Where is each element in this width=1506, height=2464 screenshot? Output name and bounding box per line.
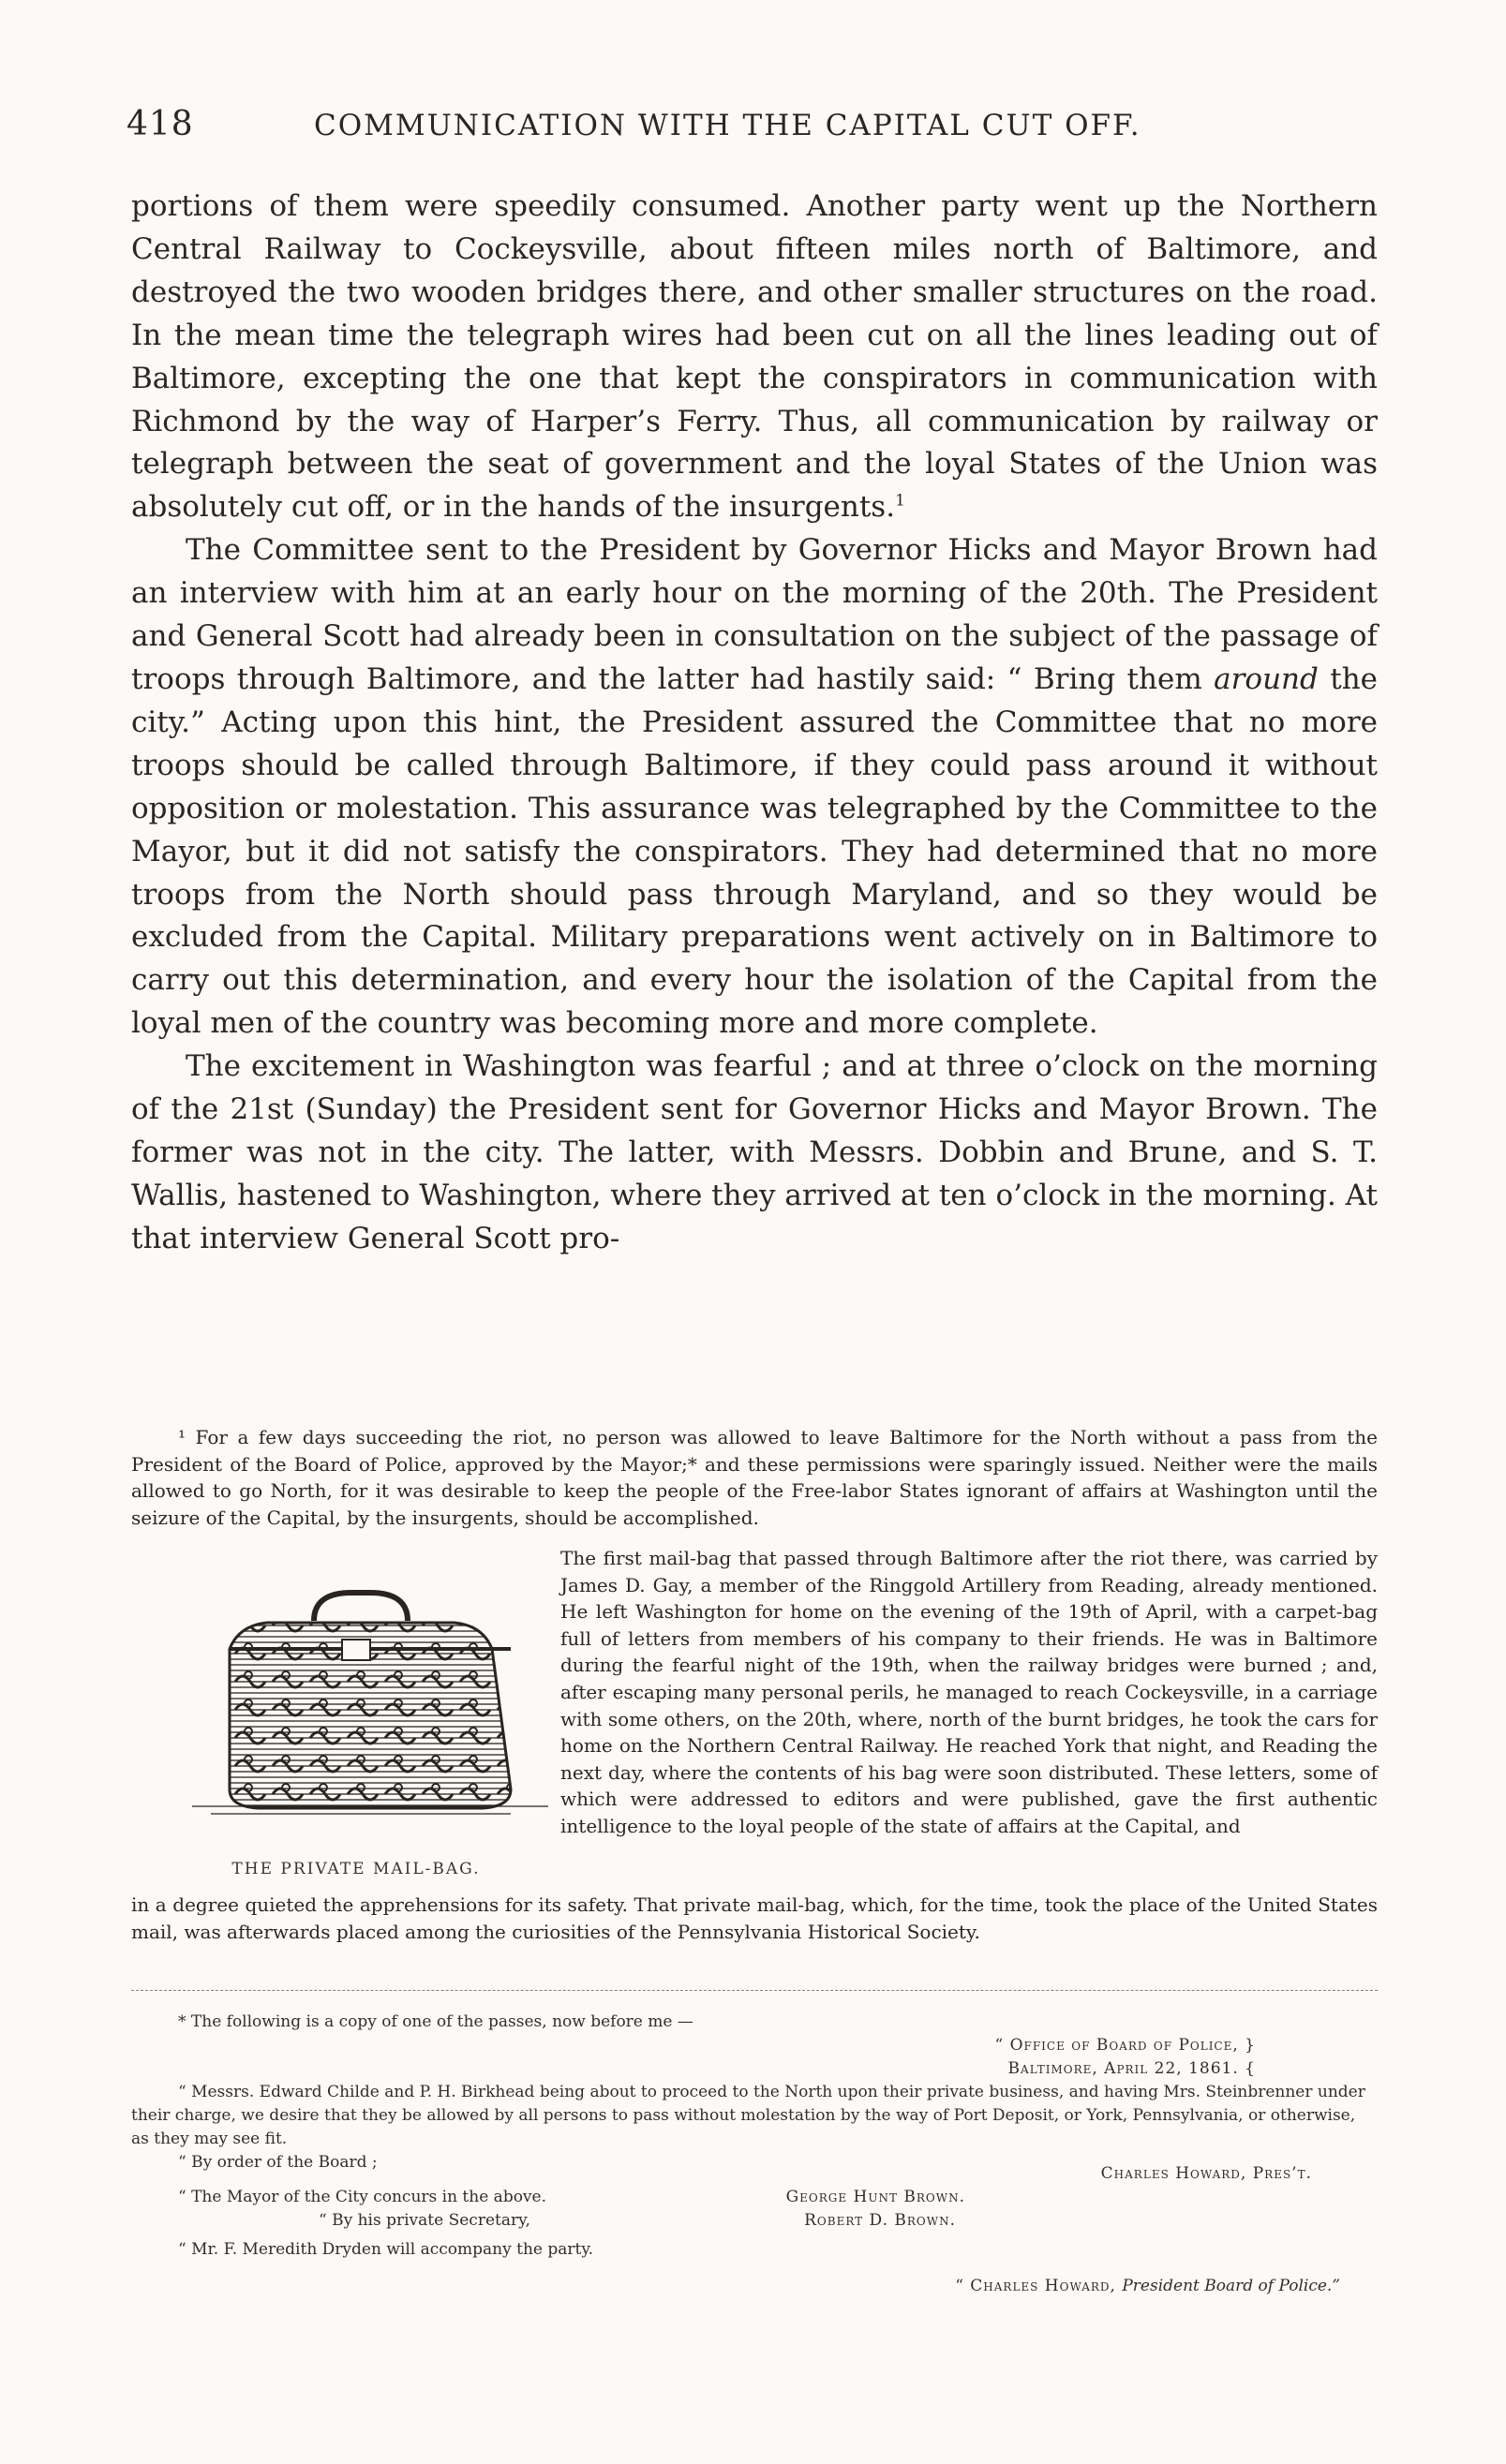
pass-mayor: “ The Mayor of the City concurs in the above. (178, 2188, 547, 2206)
pass-footnote (131, 2011, 1378, 2298)
footnote-divider (131, 1990, 1378, 1992)
footnote-wrap-text: The first mail-bag that passed through Baltimore after the riot there, was carried by James D. Gay, a member of the Ringgold Artillery from Reading, already mentioned. He left Washington for home on the evening of the 19th of April, with a carpet-bag full of letters from members of his company to their friends. He was in Baltimore during the fearful night of the 19th, when the railway bridges were burned ; and, after escaping many personal perils, he managed to reach Cockeysville, in a carriage with some others, on the 20th, where, north of the burnt bridges, he took the cars for home on the Northern Central Railway. He reached York that night, and Reading the next day, where the contents of his bag were soon distributed. These letters, some of which were addressed to editors and were published, gave the first authentic intelligence to the loyal people of the state of affairs at the Capital, and (560, 1547, 1378, 1837)
signature-robert-brown: Robert D. Brown. (804, 2211, 956, 2230)
pass-order-row (131, 2151, 1378, 2186)
pass-closing: “ Charles Howard, President Board of Police.” (955, 2277, 1340, 2295)
mail-bag-illustration (192, 1583, 548, 1827)
pass-dryden: “ Mr. F. Meredith Dryden will accompany the party. (178, 2240, 594, 2259)
paragraph-3: The excitement in Washington was fearful ; and at three o’clock on the morning of the 21st (Sunday) the President sent for Governor Hicks and Mayor Brown. The former was not in the city. The latter, with Messrs. Dobbin and Brune, and S. T. Wallis, hastened to Washington, where they arrived at ten o’clock in the morning. At that interview General Scott pro- (131, 1049, 1378, 1255)
emphasis-around: around (1214, 661, 1319, 696)
main-text (131, 186, 1378, 1261)
pass-office-line-1: “ Office of Board of Police, } (994, 2036, 1256, 2055)
pass-mayor-row (131, 2186, 1378, 2209)
signature-george-brown: George Hunt Brown. (785, 2188, 965, 2206)
footnote-marker: ¹ (178, 1426, 186, 1448)
pass-order: “ By order of the Board ; (178, 2153, 378, 2172)
paragraph-2: The Committee sent to the President by Governor Hicks and Mayor Brown had an interview with him at an early hour on the morning of the 20th. The President and General Scott had already been in consultation on the subject of the passage of troops through Baltimore, and the latter had hastily said: “ Bring them around the city.” Acting upon this hint, the President assured the Committee that no more troops should be called through Baltimore, if they could pass around it without opposition or molestation. This assurance was telegraphed by the Committee to the Mayor, but it did not satisfy the conspirators. They had determined that no more troops from the North should pass through Maryland, and so they would be excluded from the Capital. Military preparations went actively on in Baltimore to carry out this determination, and every hour the isolation of the Capital from the loyal men of the country was becoming more and more complete. (131, 533, 1379, 1041)
illustration-caption: THE PRIVATE MAIL-BAG. (231, 1860, 481, 1878)
mail-bag-icon (192, 1583, 548, 1827)
page-number: 418 (127, 105, 194, 143)
footnote-opening: ¹ For a few days succeeding the riot, no person was allowed to leave Baltimore for the North without a pass from the President of the Board of Police, approved by the Mayor;* and these permissions were sparingly issued. Neither were the mails allowed to go North, for it was desirable to keep the people of the Free-labor States ignorant of affairs at Washington until the seizure of the Capital, by the insurgents, should be accomplished. (131, 1426, 1378, 1529)
pass-secretary-row (131, 2209, 1378, 2233)
footnote (131, 1424, 1378, 1531)
pass-secretary: “ By his private Secretary, (319, 2211, 530, 2230)
footnote-reference[interactable]: 1 (895, 492, 905, 512)
pass-office-line-2: Baltimore, April 22, 1861. { (1007, 2059, 1256, 2078)
page-header (127, 105, 1382, 152)
running-head: COMMUNICATION WITH THE CAPITAL CUT OFF. (314, 109, 1141, 142)
paragraph-1: portions of them were speedily consumed. Another party went up the Northern Central Railway to Cockeysville, about fifteen miles north of Baltimore, and destroyed the two wooden bridges there, and other smaller structures on the road. In the mean time the telegraph wires had been cut on all the lines leading out of Baltimore, excepting the one that kept the conspirators in communication with Richmond by the way of Harper’s Ferry. Thus, all communication by railway or telegraph between the seat of government and the loyal States of the Union was absolutely cut off, or in the hands of the insurgents.$^1$ (131, 189, 1378, 525)
pass-body: “ Messrs. Edward Childe and P. H. Birkhead being about to proceed to the North upon their private business, and having Mrs. Steinbrenner under their charge, we desire that they be allowed by all persons to pass without molestation by the way of Port Deposit, or York, Pennsylvania, or otherwise, as they may see fit. (131, 2083, 1365, 2148)
signature-howard: Charles Howard, Pres’t. (1100, 2164, 1312, 2183)
footnote-continuation: in a degree quieted the apprehensions for its safety. That private mail-bag, which, for the time, took the place of the United States mail, was afterwards placed among the curiosities of the Pennsylvania Historical Society. (131, 1893, 1378, 1943)
pass-intro: * The following is a copy of one of the passes, now before me — (178, 2012, 693, 2031)
